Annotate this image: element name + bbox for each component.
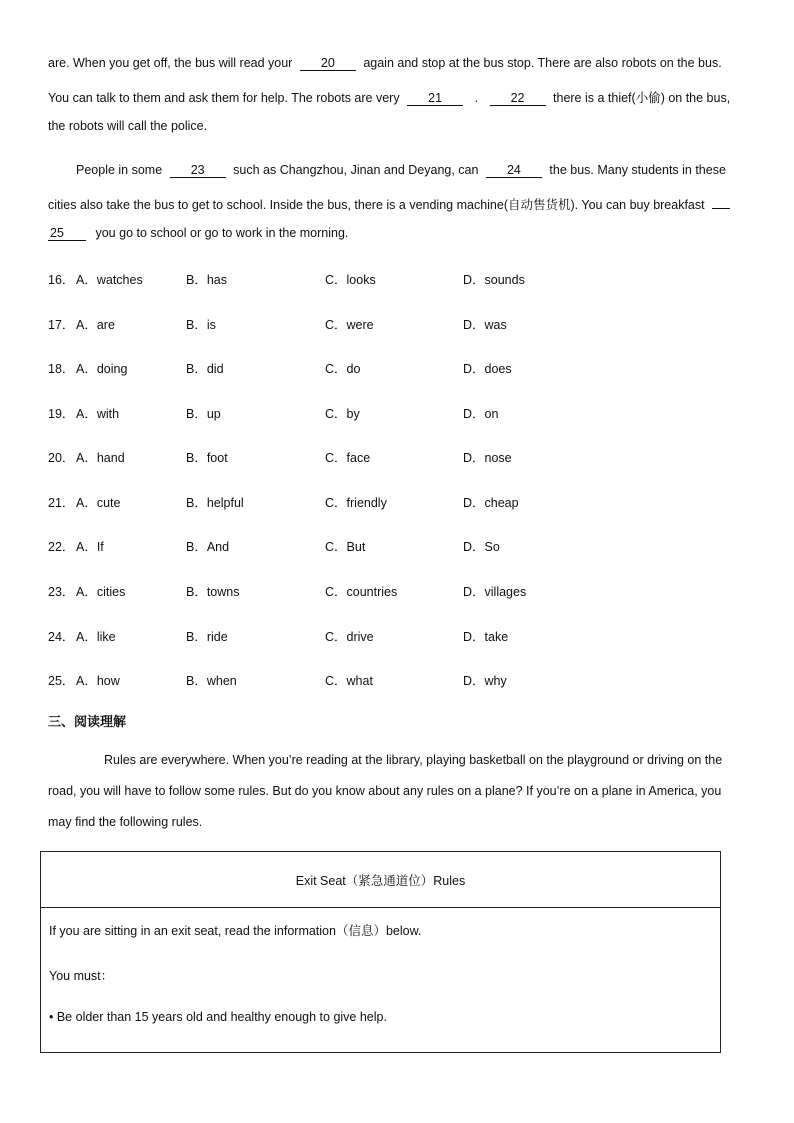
- passage-text: You can talk to them and ask them for help. The robots are very: [48, 91, 400, 105]
- option-d: D．nose: [463, 451, 512, 465]
- reading-line-1: Rules are everywhere. When you’re reading at the library, playing basketball on the playground or driving on the: [104, 753, 723, 767]
- reading-line-2: road, you will have to follow some rules. But do you know about any rules on a plane? If you’re on a plane in America, you: [48, 784, 722, 798]
- blank-25-start: [712, 208, 730, 209]
- exit-seat-rules-table: [40, 851, 721, 1053]
- option-d: D．So: [463, 540, 500, 554]
- option-d: D．take: [463, 630, 509, 644]
- table-body: [41, 908, 721, 1053]
- option-d: D．why: [463, 674, 507, 688]
- option-d: D．was: [463, 318, 507, 332]
- passage-text: are. When you get off, the bus will read your: [48, 56, 293, 70]
- option-c: C．were: [325, 318, 374, 332]
- question-19: [48, 404, 608, 422]
- option-b: B．up: [186, 407, 221, 421]
- question-25: [48, 671, 608, 689]
- blank-20: 20: [300, 56, 356, 71]
- option-c: C．looks: [325, 273, 376, 287]
- question-number: 19．: [48, 407, 75, 421]
- blank-21: 21: [407, 91, 463, 106]
- passage-text: there is a thief(小偷) on the bus,: [553, 91, 731, 105]
- option-a: A．doing: [76, 362, 128, 376]
- passage-line-5: [48, 195, 730, 213]
- question-number: 22．: [48, 540, 75, 554]
- passage-text: People in some: [76, 163, 163, 177]
- question-number: 23．: [48, 585, 75, 599]
- question-number: 21．: [48, 496, 75, 510]
- passage-line-3: [48, 119, 207, 133]
- option-d: D．does: [463, 362, 512, 376]
- option-b: B．foot: [186, 451, 228, 465]
- option-b: B．helpful: [186, 496, 244, 510]
- passage-line-6: [48, 226, 348, 241]
- question-20: [48, 448, 608, 466]
- question-number: 24．: [48, 630, 75, 644]
- passage-text: cities also take the bus to get to school. Inside the bus, there is a vending machine(自动售货机). You can buy breakfast: [48, 198, 705, 212]
- question-number: 16．: [48, 273, 75, 287]
- question-number: 18．: [48, 362, 75, 376]
- passage-line-1: [48, 56, 722, 71]
- option-a: A．If: [76, 540, 104, 554]
- option-a: A．like: [76, 630, 116, 644]
- rule-item: • Be older than 15 years old and healthy enough to give help.: [49, 1010, 387, 1024]
- option-a: A．how: [76, 674, 120, 688]
- passage-text: such as Changzhou, Jinan and Deyang, can: [233, 163, 479, 177]
- option-d: D．sounds: [463, 273, 525, 287]
- option-d: D．villages: [463, 585, 527, 599]
- question-21: [48, 493, 608, 511]
- blank-25: 25: [48, 226, 86, 241]
- section-title: 三、阅读理解: [48, 714, 127, 729]
- option-c: C．countries: [325, 585, 398, 599]
- reading-line-3: may find the following rules.: [48, 815, 203, 829]
- option-a: A．with: [76, 407, 120, 421]
- option-b: B．has: [186, 273, 227, 287]
- blank-23: 23: [170, 163, 226, 178]
- option-a: A．cities: [76, 585, 126, 599]
- passage-text: again and stop at the bus stop. There are also robots on the bus.: [363, 56, 722, 70]
- option-c: C．drive: [325, 630, 374, 644]
- rule-must: You must：: [49, 969, 114, 983]
- option-a: A．are: [76, 318, 115, 332]
- option-c: C．face: [325, 451, 371, 465]
- question-number: 25．: [48, 674, 75, 688]
- option-c: C．by: [325, 407, 360, 421]
- option-c: C．But: [325, 540, 366, 554]
- rule-intro: If you are sitting in an exit seat, read the information（信息）below.: [49, 924, 422, 938]
- option-b: B．towns: [186, 585, 240, 599]
- option-b: B．ride: [186, 630, 228, 644]
- option-b: B．And: [186, 540, 230, 554]
- option-a: A．hand: [76, 451, 125, 465]
- question-number: 20．: [48, 451, 75, 465]
- option-c: C．friendly: [325, 496, 387, 510]
- blank-22: 22: [490, 91, 546, 106]
- passage-line-4: [76, 163, 726, 178]
- question-number: 17．: [48, 318, 75, 332]
- option-b: B．when: [186, 674, 237, 688]
- question-18: [48, 359, 608, 377]
- blank-24: 24: [486, 163, 542, 178]
- question-16: [48, 270, 608, 288]
- option-d: D．on: [463, 407, 499, 421]
- passage-text: the robots will call the police.: [48, 119, 208, 133]
- question-23: [48, 582, 608, 600]
- option-c: C．what: [325, 674, 373, 688]
- table-header: Exit Seat（紧急通道位）Rules: [41, 852, 721, 908]
- question-22: [48, 537, 608, 555]
- option-a: A．watches: [76, 273, 143, 287]
- option-c: C．do: [325, 362, 361, 376]
- passage-text: you go to school or go to work in the morning.: [95, 226, 349, 240]
- option-d: D．cheap: [463, 496, 519, 510]
- option-a: A．cute: [76, 496, 121, 510]
- option-b: B．is: [186, 318, 216, 332]
- question-17: [48, 315, 608, 333]
- passage-line-2: [48, 88, 730, 106]
- passage-text: .: [474, 91, 479, 105]
- option-b: B．did: [186, 362, 224, 376]
- question-24: [48, 627, 608, 645]
- passage-text: the bus. Many students in these: [549, 163, 726, 177]
